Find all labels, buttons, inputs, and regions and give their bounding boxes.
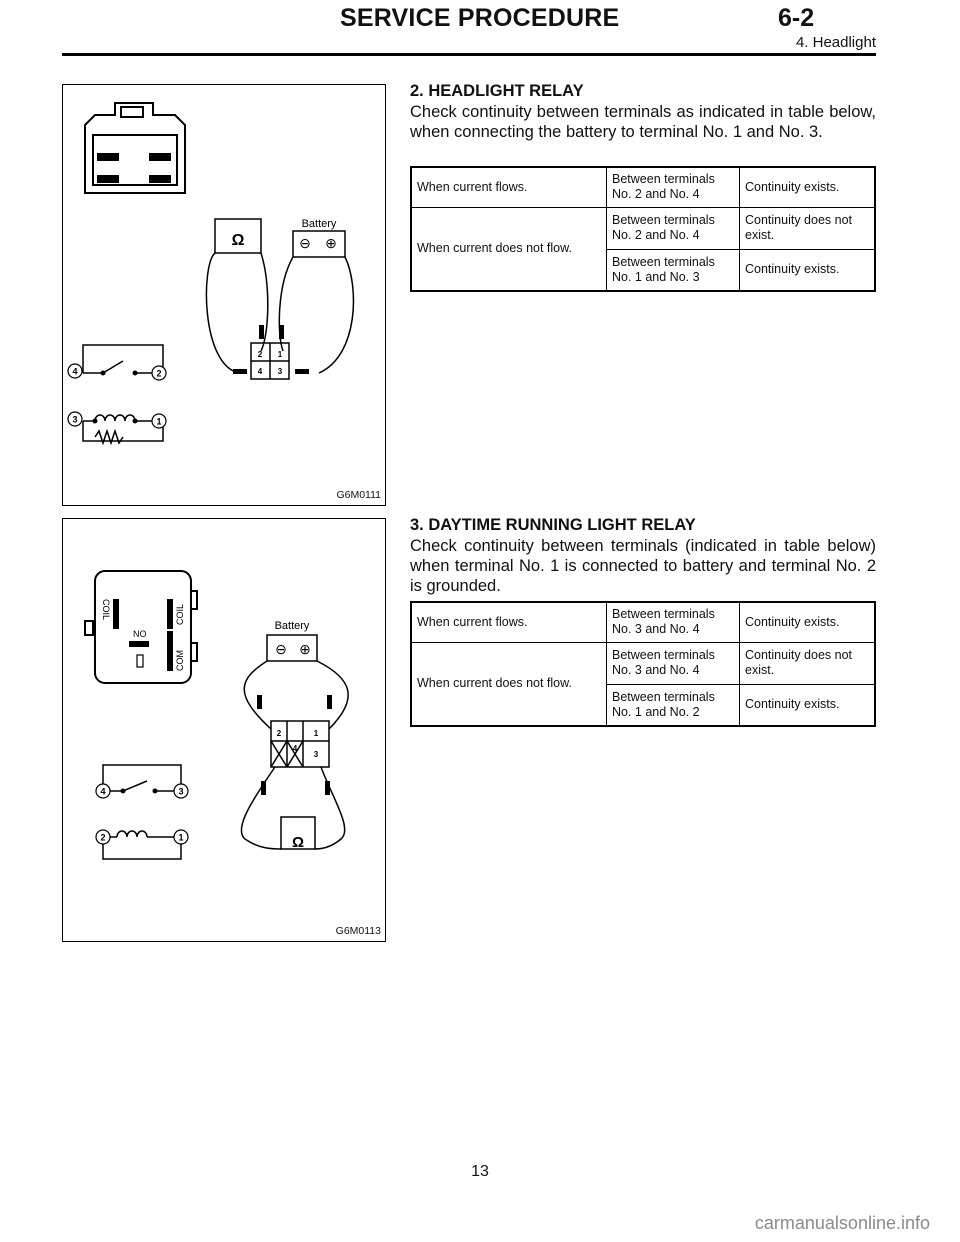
table-cell-result: Continuity exists.: [740, 249, 876, 291]
schematic-terminal-1: 1: [156, 416, 162, 427]
battery-plus-icon: ⊕: [325, 235, 337, 251]
continuity-table-drl-relay: [410, 601, 876, 727]
table-cell-terminals: Between terminals No. 2 and No. 4: [607, 167, 740, 207]
battery-minus-icon: ⊖: [275, 641, 287, 657]
table-row: [411, 167, 875, 207]
ohm-symbol: Ω: [291, 834, 305, 851]
schematic-terminal-2: 2: [100, 832, 106, 843]
schematic-terminal-3: 3: [178, 786, 184, 797]
battery-minus-icon: ⊖: [299, 235, 311, 251]
figure-headlight-relay: [62, 84, 386, 506]
table-cell-terminals: Between terminals No. 1 and No. 3: [607, 249, 740, 291]
connector-terminal-3: 3: [313, 750, 319, 759]
connector-terminal-4: 4: [292, 744, 298, 753]
connector-label-com: COM: [175, 650, 185, 671]
table-row: [411, 207, 875, 249]
table-cell-terminals: Between terminals No. 1 and No. 2: [607, 684, 740, 726]
connector-label-coil-right: COIL: [175, 603, 185, 625]
table-cell-condition: When current does not flow.: [411, 207, 607, 291]
connector-terminal-4: 4: [257, 367, 263, 376]
watermark: carmanualsonline.info: [754, 1213, 930, 1233]
table-cell-terminals: Between terminals No. 3 and No. 4: [607, 602, 740, 642]
connector-terminal-2: 2: [257, 350, 263, 359]
connector-terminal-1: 1: [277, 350, 283, 359]
schematic-terminal-4: 4: [100, 786, 106, 797]
connector-terminal-2: 2: [276, 729, 282, 738]
schematic-terminal-2: 2: [156, 368, 162, 379]
table-row: [411, 642, 875, 684]
connector-terminal-1: 1: [313, 729, 319, 738]
table-cell-terminals: Between terminals No. 3 and No. 4: [607, 642, 740, 684]
headlight-relay-diagram: [63, 85, 385, 505]
connector-label-no: NO: [133, 629, 147, 639]
table-cell-condition: When current flows.: [411, 167, 607, 207]
schematic-terminal-3: 3: [72, 414, 78, 425]
page-header-title: SERVICE PROCEDURE: [340, 4, 620, 32]
section-number: 6-2: [778, 4, 815, 32]
schematic-terminal-1: 1: [178, 832, 184, 843]
battery-label: Battery: [274, 620, 310, 632]
battery-label: Battery: [301, 218, 337, 230]
table-cell-terminals: Between terminals No. 2 and No. 4: [607, 207, 740, 249]
section-heading-drl-relay: 3. DAYTIME RUNNING LIGHT RELAY: [410, 516, 696, 534]
table-row: [411, 602, 875, 642]
table-cell-result: Continuity does not exist.: [740, 642, 876, 684]
continuity-table-headlight-relay: [410, 166, 876, 292]
header-rule: [62, 53, 876, 56]
table-cell-condition: When current does not flow.: [411, 642, 607, 726]
figure-code: G6M0113: [335, 925, 381, 937]
table-cell-result: Continuity exists.: [740, 684, 876, 726]
table-cell-result: Continuity exists.: [740, 167, 876, 207]
table-cell-result: Continuity does not exist.: [740, 207, 876, 249]
section-heading-headlight-relay: 2. HEADLIGHT RELAY: [410, 82, 584, 100]
drl-relay-diagram: [63, 519, 385, 941]
table-cell-result: Continuity exists.: [740, 602, 876, 642]
connector-label-coil-left: COIL: [101, 599, 111, 621]
figure-code: G6M0111: [336, 489, 381, 501]
ohm-symbol: Ω: [231, 232, 245, 249]
table-cell-condition: When current flows.: [411, 602, 607, 642]
battery-plus-icon: ⊕: [299, 641, 311, 657]
figure-daytime-running-light-relay: [62, 518, 386, 942]
page-subtitle: 4. Headlight: [795, 34, 876, 51]
connector-terminal-3: 3: [277, 367, 283, 376]
section-body-headlight-relay: Check continuity between terminals as indicated in table below, when connecting the battery to terminal No. 1 and No. 3.: [410, 103, 876, 141]
section-body-drl-relay: Check continuity between terminals (indicated in table below) when terminal No. 1 is connected to battery and terminal No. 2 is grounded.: [410, 537, 876, 595]
schematic-terminal-4: 4: [72, 366, 78, 377]
page-number: 13: [471, 1163, 489, 1180]
